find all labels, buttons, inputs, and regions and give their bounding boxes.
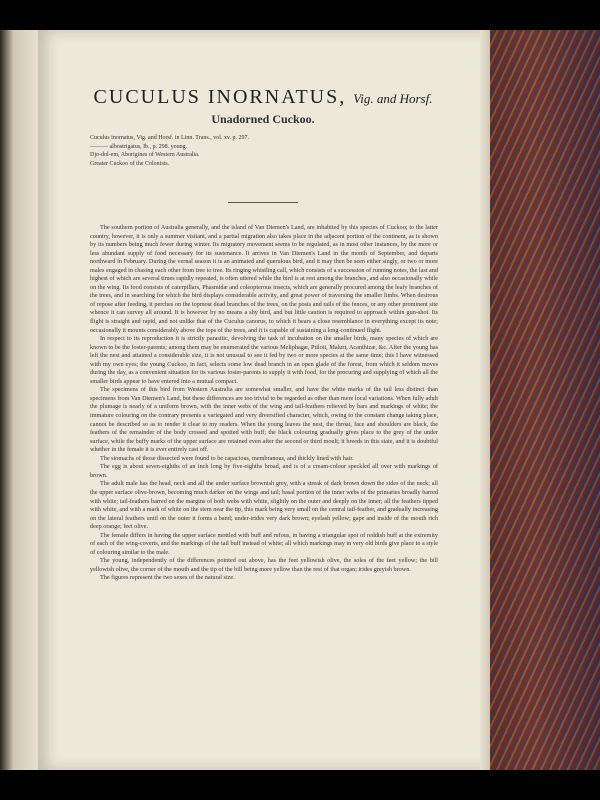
synonym-line: Cuculus inornatus, Vig. and Horsf. in Linn. Trans., vol. xv. p. 297.	[90, 135, 249, 141]
synonymy-block	[90, 134, 470, 168]
paragraph: The specimens of this bird from Western Australia are somewhat smaller, and have the white marks of the tail less distinct than specimens from Van Diemen's Land, but these differences are too trivial to be regarded as other than mere local variations. When fully adult the plumage is nearly of a uniform brown, with the inner webs of the wing and tail-feathers relieved by bars and markings of white; the immature colouring on the contrary presents a variegated and very diversified character, which, owing to the constant change taking place, cannot be described so as to render it clear to my readers. When the young leaves the nest, the throat, face and shoulders are black, the feathers of the remainder of the body crossed and spotted with buff; the black colouring gradually gives place to the grey of the under surface, while the buffy marks of the upper surface are retained even after the second or third moult; it breeds in this state, and it is doubtful whether in the female it is ever entirely cast off.	[90, 386, 438, 454]
body-text	[90, 224, 438, 719]
species-authority: Vig. and Horsf.	[353, 91, 433, 106]
paragraph: The figures represent the two sexes of the natural size.	[100, 574, 235, 582]
common-name: Unadorned Cuckoo.	[211, 112, 315, 126]
paragraph: The stomachs of those dissected were found to be capacious, membranous, and thickly lined with hair.	[100, 454, 354, 462]
paragraph: The female differs in having the upper surface mottled with buff and rufous, in having a triangular spot of reddish buff at the extremity of each of the wing-coverts, and the markings of the tail buff instead of white; all which markings may in very old birds give place to a style of colouring similar to the male.	[90, 531, 438, 556]
page-title	[38, 86, 488, 109]
paragraph: The egg is about seven-eighths of an inch long by five-eighths broad, and is of a cream-colour speckled all over with markings of brown.	[90, 463, 438, 479]
paragraph: The young, independently of the differences pointed out above, has the feet yellowish olive, the soles of the feet yellow; the bill yellowish olive, the corner of the mouth and the tip of the bill being more yellow than the rest of that organ; irides greyish brown.	[90, 557, 438, 573]
species-name: CUCULUS INORNATUS,	[93, 86, 347, 108]
paragraph: The adult male has the head, neck and all the under surface brownish grey, with a streak of dark brown down the sides of the neck; all the upper surface olive-brown, becoming much darker on the wings and tail; basal portion of the inner webs of the primaries broadly barred with white; tail-feathers barred on the margins of both webs with white, slightly on the outer and deeply on the inner; all the feathers tipped with white, and with a mark of white on the stem near the tip, this mark being very small on the central tail-feather, and gradually increasing on the lateral feathers until on the outer it forms a band; under-irides very dark brown; eyelash yellow; gape and inside of the mouth rich deep orange; feet olive.	[90, 480, 438, 531]
synonym-line: ——— albostrigatus, Ib., p. 298. young.	[90, 143, 188, 150]
synonym-line: Djo-dol-em, Aborigines of Western Australia.	[90, 152, 200, 159]
book-page	[38, 30, 488, 770]
synonym-line: Greater Cuckoo of the Colonists.	[90, 160, 170, 167]
book-spread	[0, 30, 600, 770]
paragraph: In respect to its reproduction it is strictly parasitic, devolving the task of incubation on the smaller birds, many species of which are known to be the foster-parents; among them may be enumerated the various Meliphagæ, Ptiloti, Maluri, Acanthizæ, &c. After the young has left the nest and attained a considerable size, it is not unusual to see it fed by two or more species at the same time; this I have witnessed with my own eyes; the young Cuckoo, in fact, selects some low dead branch in an open glade of the forest, from which it seldom moves during the day, as a convenient situation for its various foster-parents to supply it with food, for the procuring and supplying of which all the smaller birds appear to have entered into a mutual compact.	[90, 335, 438, 385]
left-page-edge	[0, 30, 38, 770]
section-divider	[228, 202, 298, 203]
marbled-binding	[490, 30, 600, 770]
paragraph: The southern portion of Australia generally, and the island of Van Diemen's Land, are inhabited by this species of Cuckoo; to the latter country, however, it is only a summer visitant, and a partial migration also takes place in the adjacent portion of the continent, as is shown by its numbers being much fewer during winter. Its migratory movement seems to be regulated, as in most other instances, by the more or less abundant supply of food necessary for its sustenance. It arrives in Van Diemen's Land in the month of September, and departs northward in February. During the vernal season it is an animated and querulous bird, and it may then be seen either singly, or two or more males engaged in chasing each other from tree to tree. Its ringing whistling call, which consists of a succession of running notes, the last and highest of which are several times rapidly repeated, is often uttered while the bird is at rest among the branches, and also occasionally while on the wing. Its food consists of caterpillars, Phasmidæ and coleopterous insects, which are generally procured among the leafy branches of the trees, and in searching for which the bird displays considerable activity, and great power of traversing the smaller limbs. When desirous of repose after feeding, it perches on the topmost dead branches of the trees, on the posts and rails of the fences, or any other prominent site whence it can survey all around. It is however by no means a shy bird, and but little caution is required to approach within gun-shot. Its flight is straight and rapid, and not unlike that of the Cuculus canorus, to which it bears a close resemblance in everything except its note; occasionally it mounts considerably above the tops of the trees, and it is capable of sustaining a long-continued flight.	[90, 224, 438, 334]
